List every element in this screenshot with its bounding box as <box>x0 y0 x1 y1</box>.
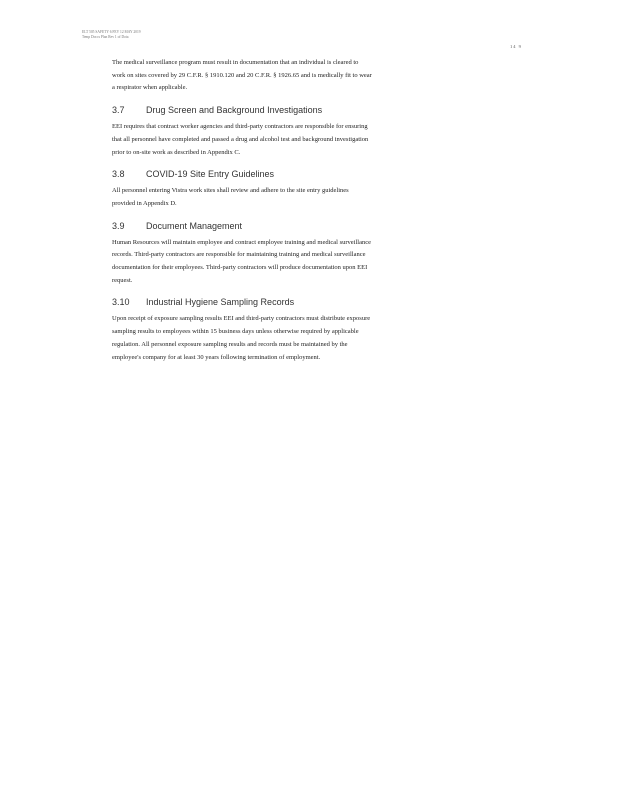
section-3-8 <box>112 168 372 210</box>
page-number: 14 9 <box>510 44 522 49</box>
section-heading <box>112 296 372 308</box>
section-number: 3.7 <box>112 105 125 116</box>
section-heading <box>112 168 372 180</box>
section-paragraph: EEI requires that contract worker agencies and third-party contractors are responsible for ensuring that all personnel have completed and passed a drug and alcohol test and background investigation prior to on-site work as described in Appendix C. <box>112 123 369 156</box>
section-paragraph: Human Resources will maintain employee and contract employee training and medical surveillance records. Third-party contractors are responsible for maintaining training and medical surveillance documentation for their employees. Third-party contractors will produce documentation upon EEI request. <box>112 238 372 284</box>
section-3-9 <box>112 220 372 288</box>
section-heading <box>112 104 372 116</box>
document-header <box>82 30 141 40</box>
section-title: Document Management <box>146 220 243 231</box>
section-heading <box>112 220 372 232</box>
section-number: 3.10 <box>112 297 130 308</box>
section-paragraph: All personnel entering Vistra work sites shall review and adhere to the site entry guidelines provided in Appendix D. <box>112 187 349 207</box>
section-number: 3.9 <box>112 220 125 231</box>
section-title: COVID-19 Site Entry Guidelines <box>146 169 275 180</box>
header-line-2: Temp Doccs Plan Rev 1 of Dota <box>82 35 129 39</box>
section-paragraph: Upon receipt of exposure sampling results EEI and third-party contractors must distribute exposure sampling results to employees within 15 business days unless otherwise required by applicable regulation. All personnel exposure sampling results and records must be maintained by the employee's company for at least 30 years following termination of employment. <box>112 315 371 361</box>
section-3-10 <box>112 296 372 364</box>
section-title: Industrial Hygiene Sampling Records <box>146 297 295 308</box>
section-number: 3.8 <box>112 169 125 180</box>
document-body <box>112 57 372 364</box>
header-line-1: ELT 505 SAFETY 6 FEV 12 MAY 2019 <box>82 30 141 34</box>
section-3-7 <box>112 104 372 159</box>
section-title: Drug Screen and Background Investigations <box>146 105 323 116</box>
intro-paragraph: The medical surveillance program must result in documentation that an individual is cleared to work on sites covered by 29 C.F.R. § 1910.120 and 20 C.F.R. § 1926.65 and is medically fit to wear a respirator when applicable. <box>112 59 372 92</box>
